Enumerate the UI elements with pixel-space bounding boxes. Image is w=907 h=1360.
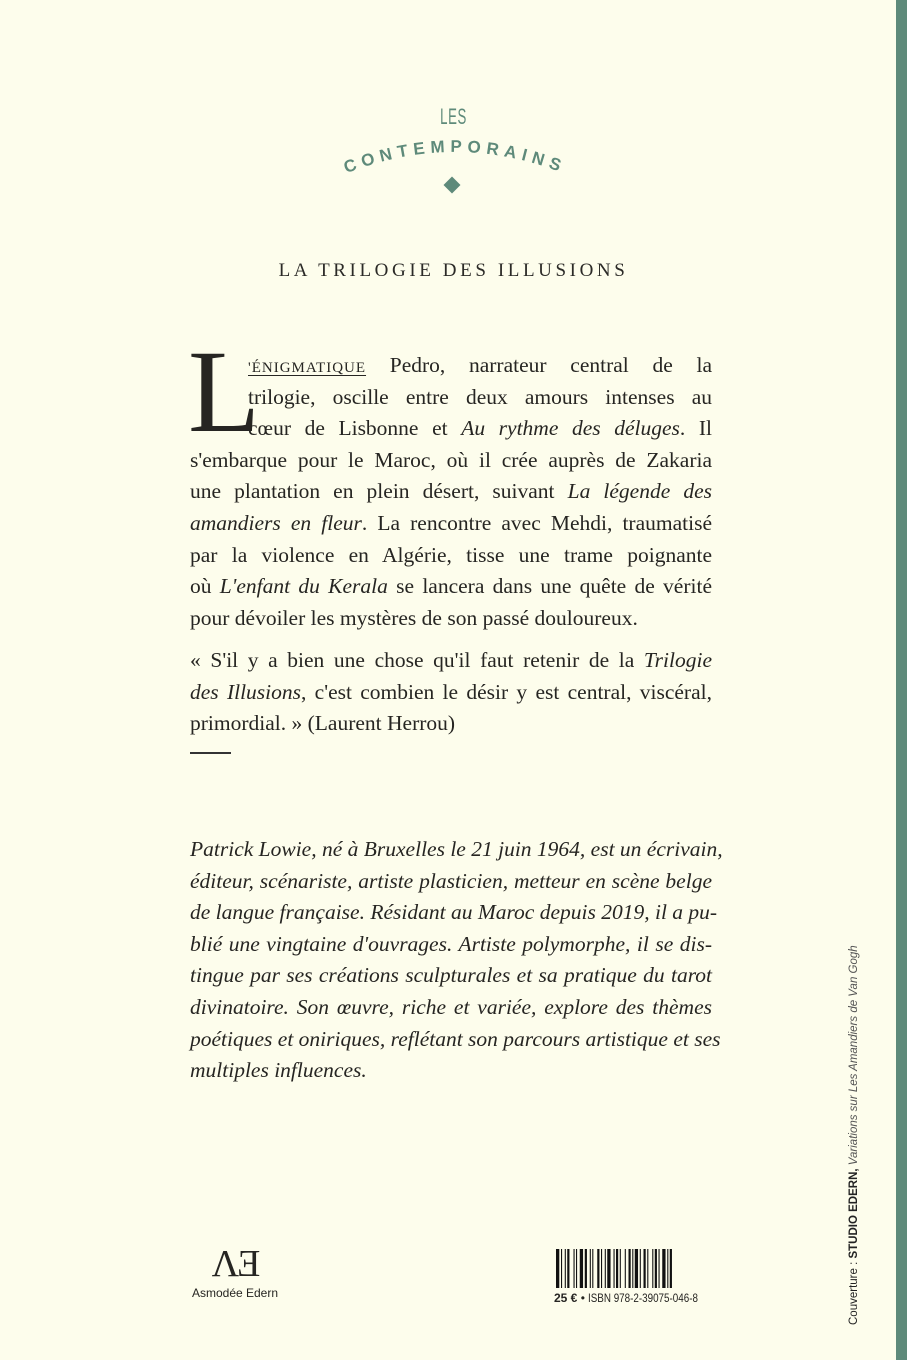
barcode-bar bbox=[556, 1249, 559, 1288]
barcode-bar bbox=[616, 1249, 618, 1288]
barcode-bar bbox=[605, 1249, 606, 1288]
bio-line bbox=[190, 834, 723, 866]
barcode-bar bbox=[614, 1249, 615, 1288]
text-segment: de langue française. Résidant au Maroc depuis 2019, il a pu- bbox=[190, 900, 718, 925]
summary-line bbox=[190, 571, 712, 603]
publisher-mark: ΛƎ bbox=[211, 1243, 259, 1285]
barcode-bar bbox=[625, 1249, 626, 1288]
barcode-bar bbox=[580, 1249, 583, 1288]
bio-line bbox=[190, 866, 712, 898]
text-segment: . Il bbox=[679, 416, 712, 441]
barcode-bar bbox=[655, 1249, 657, 1288]
bio-line bbox=[190, 1055, 712, 1087]
summary-line bbox=[190, 540, 712, 572]
barcode-bar bbox=[565, 1249, 566, 1288]
barcode-bar bbox=[652, 1249, 653, 1288]
quote-line bbox=[190, 645, 712, 677]
text-segment: cœur de Lisbonne et bbox=[248, 416, 462, 441]
bio-line bbox=[190, 929, 712, 961]
text-segment: se lancera dans une quête de vérité bbox=[387, 574, 712, 599]
collection-name: CONTEMPORAINS bbox=[341, 136, 569, 178]
barcode-bar bbox=[585, 1249, 587, 1288]
diamond-icon bbox=[444, 177, 461, 194]
barcode-bar bbox=[574, 1249, 575, 1288]
barcode-bar bbox=[597, 1249, 599, 1288]
credit-label: Couverture : bbox=[848, 1258, 860, 1325]
summary-line bbox=[190, 382, 712, 414]
barcode-bar bbox=[601, 1249, 602, 1288]
drop-cap: L bbox=[188, 326, 261, 457]
summary-line bbox=[190, 603, 712, 635]
text-segment: par la violence en Algérie, tisse une trame poignante bbox=[190, 542, 712, 567]
publisher-logo bbox=[180, 1244, 290, 1300]
barcode-bar bbox=[647, 1249, 648, 1288]
separator: • bbox=[580, 1291, 585, 1305]
divider bbox=[190, 752, 231, 754]
barcode-bar bbox=[640, 1249, 641, 1288]
text-segment: s'embarque pour le Maroc, où il crée auprès de Zakaria bbox=[190, 447, 712, 472]
spine-color-strip bbox=[896, 0, 907, 1360]
barcode-bar bbox=[592, 1249, 593, 1288]
summary-line bbox=[190, 476, 712, 508]
quote-line bbox=[190, 708, 712, 740]
barcode-bar bbox=[662, 1249, 665, 1288]
bio-line bbox=[190, 897, 718, 929]
bio-line bbox=[190, 960, 712, 992]
barcode-bar bbox=[590, 1249, 591, 1288]
barcode-bar bbox=[629, 1249, 631, 1288]
credit-studio: STUDIO EDERN, bbox=[848, 1168, 860, 1259]
barcode-bar bbox=[576, 1249, 577, 1288]
summary-line bbox=[190, 413, 712, 445]
book-title: LA TRILOGIE DES ILLUSIONS bbox=[278, 260, 629, 281]
barcode-bar bbox=[670, 1249, 672, 1288]
text-segment: primordial. » (Laurent Herrou) bbox=[190, 711, 456, 736]
publisher-name: Asmodée Edern bbox=[191, 1286, 279, 1300]
barcode-bar bbox=[620, 1249, 621, 1288]
text-segment: , c'est combien le désir y est central, viscéral, bbox=[301, 679, 712, 704]
text-segment: pour dévoiler les mystères de son passé douloureux. bbox=[190, 605, 638, 630]
text-segment: blié une vingtaine d'ouvrages. Artiste polymorphe, il se dis- bbox=[190, 931, 712, 956]
lead-small-caps: 'ÉNIGMATIQUE bbox=[248, 360, 367, 376]
collection-les: LES bbox=[440, 104, 467, 129]
text-segment: « S'il y a bien une chose qu'il faut retenir de la bbox=[190, 648, 644, 672]
text-segment: poétiques et oniriques, reflétant son parcours artistique et ses bbox=[190, 1026, 721, 1051]
text-segment: Pedro, narrateur central de la bbox=[366, 353, 712, 377]
barcode-bar bbox=[659, 1249, 660, 1288]
quote-line bbox=[190, 677, 712, 709]
isbn: ISBN 978-2-39075-046-8 bbox=[588, 1291, 699, 1305]
barcode-bar bbox=[561, 1249, 562, 1288]
text-segment: trilogie, oscille entre deux amours intenses au bbox=[248, 384, 712, 409]
text-segment: divinatoire. Son œuvre, riche et variée, explore des thèmes bbox=[190, 994, 712, 1019]
barcode-bar bbox=[632, 1249, 633, 1288]
bio-line bbox=[190, 1024, 721, 1056]
price: 25 € bbox=[554, 1291, 578, 1305]
italic-title: Trilogie bbox=[643, 648, 712, 672]
barcode bbox=[556, 1249, 706, 1288]
cover-credit bbox=[848, 945, 860, 1325]
collection-logo bbox=[300, 120, 610, 210]
barcode-bar bbox=[607, 1249, 610, 1288]
author-bio bbox=[190, 834, 723, 1087]
barcode-bar bbox=[567, 1249, 569, 1288]
barcode-bar bbox=[635, 1249, 638, 1288]
text-segment: tingue par ses créations sculpturales et sa pratique du tarot bbox=[190, 963, 712, 988]
summary-line bbox=[190, 508, 712, 540]
italic-title: des Illusions bbox=[190, 679, 302, 704]
italic-title: Au rythme des déluges bbox=[461, 416, 680, 441]
summary-line bbox=[190, 445, 712, 477]
text-segment: une plantation en plein désert, suivant bbox=[190, 479, 568, 504]
text-segment: éditeur, scénariste, artiste plasticien, metteur en scène belge bbox=[190, 868, 712, 893]
text-segment: où bbox=[190, 574, 220, 599]
summary-line bbox=[190, 350, 712, 382]
italic-title: L'enfant du Kerala bbox=[219, 574, 388, 599]
text-segment: multiples influences. bbox=[190, 1058, 367, 1083]
price-isbn bbox=[554, 1291, 722, 1305]
barcode-bar bbox=[667, 1249, 668, 1288]
summary-paragraph bbox=[188, 326, 713, 634]
barcode-bar bbox=[644, 1249, 646, 1288]
text-segment: . La rencontre avec Mehdi, traumatisé bbox=[361, 510, 712, 535]
credit-caption: Variations sur Les Amandiers de Van Gogh bbox=[848, 945, 860, 1169]
italic-title: La légende des bbox=[567, 479, 713, 504]
italic-title: amandiers en fleur bbox=[190, 510, 362, 535]
bio-line bbox=[190, 992, 712, 1024]
text-segment: Patrick Lowie, né à Bruxelles le 21 juin 1964, est un écrivain, bbox=[190, 837, 723, 861]
review-quote bbox=[190, 645, 712, 740]
